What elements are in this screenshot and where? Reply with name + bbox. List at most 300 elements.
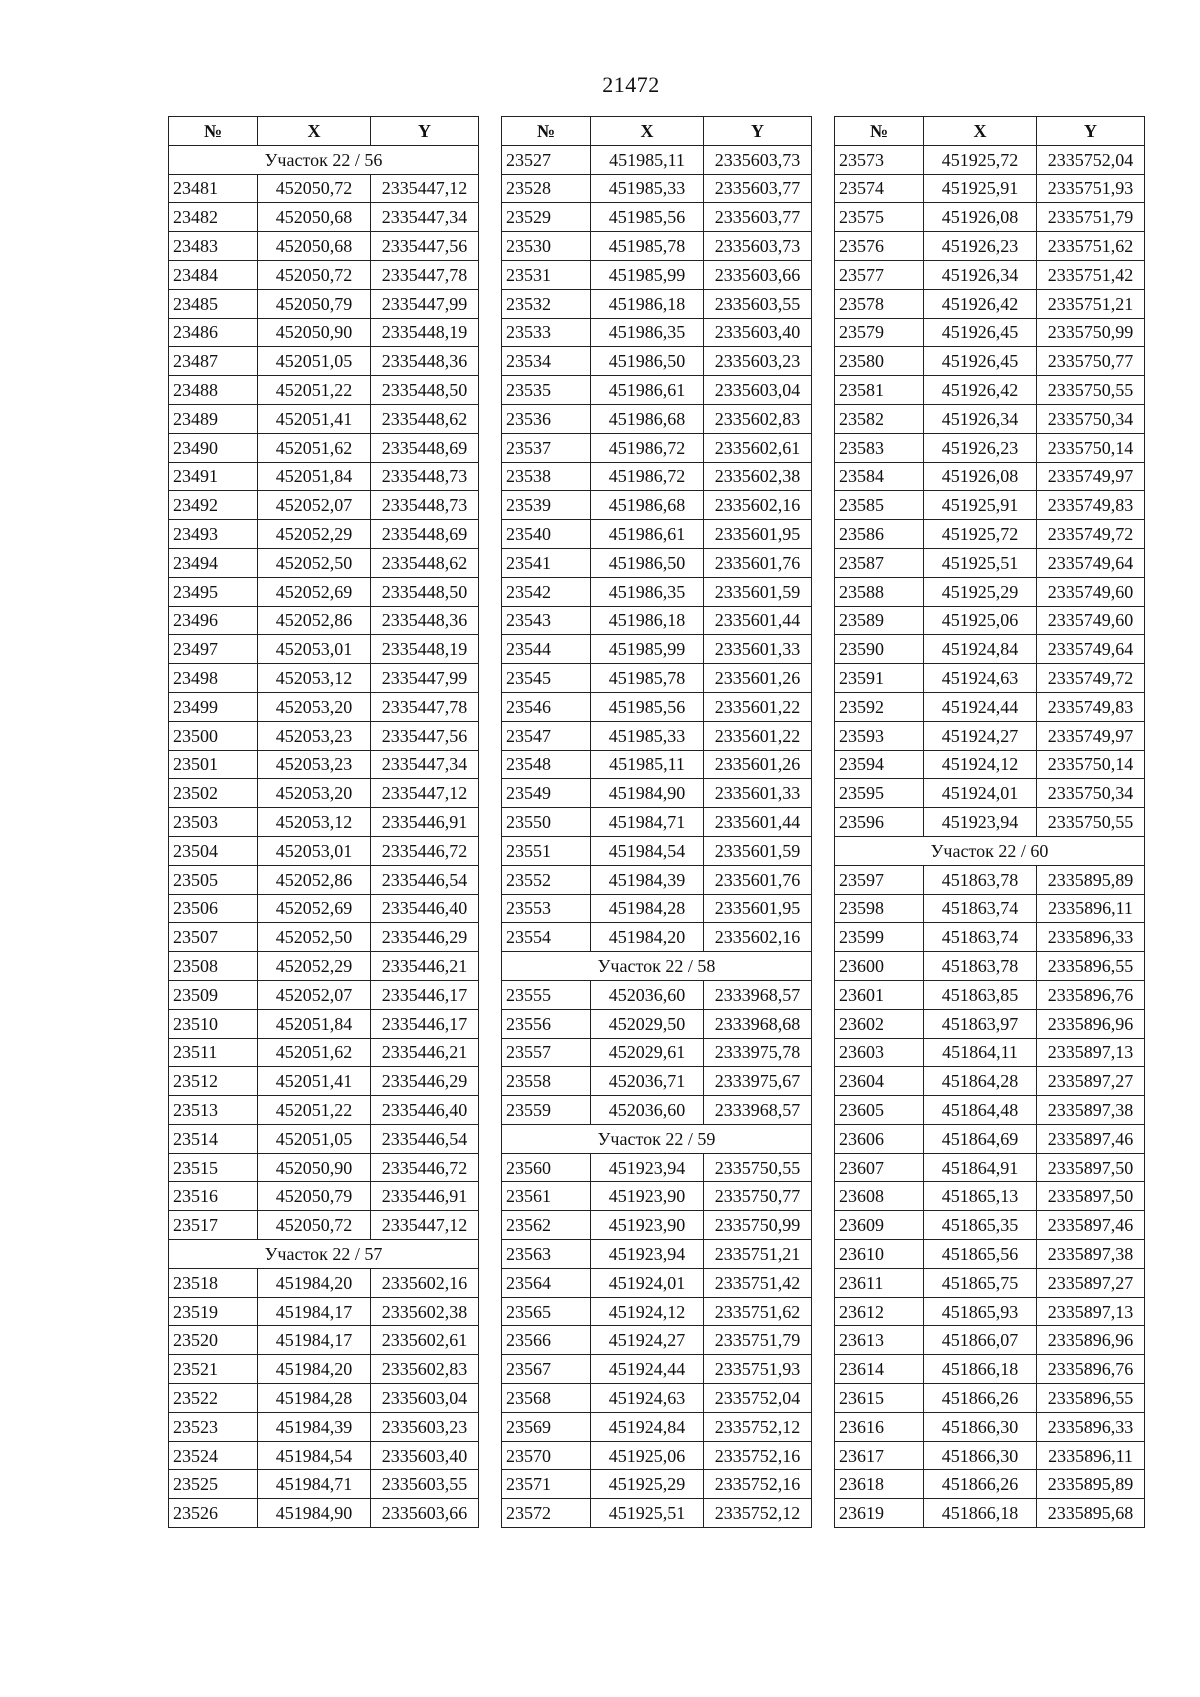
table-row (835, 1355, 1145, 1384)
table-row (169, 894, 479, 923)
table-row (169, 980, 479, 1009)
table-row (835, 779, 1145, 808)
point-number-cell: 23543 (502, 606, 591, 635)
point-number-cell: 23515 (169, 1153, 258, 1182)
table-row (502, 232, 812, 261)
point-number-cell: 23527 (502, 145, 591, 174)
point-number-cell: 23498 (169, 664, 258, 693)
point-number-cell: 23488 (169, 376, 258, 405)
point-number-cell: 23573 (835, 145, 924, 174)
table-row (169, 750, 479, 779)
point-number-cell: 23615 (835, 1384, 924, 1413)
table-row (169, 1009, 479, 1038)
header-row (169, 117, 479, 146)
table-row (835, 203, 1145, 232)
y-coordinate-cell: 2335750,77 (1037, 347, 1145, 376)
table-row (835, 347, 1145, 376)
x-coordinate-cell: 452036,60 (591, 1096, 704, 1125)
point-number-cell: 23541 (502, 548, 591, 577)
x-coordinate-cell: 451984,90 (591, 779, 704, 808)
point-number-cell: 23519 (169, 1297, 258, 1326)
y-coordinate-cell: 2335447,99 (371, 289, 479, 318)
table-row (169, 491, 479, 520)
y-coordinate-cell: 2335448,69 (371, 520, 479, 549)
x-coordinate-cell: 451865,13 (924, 1182, 1037, 1211)
table-row (502, 865, 812, 894)
x-coordinate-cell: 451925,06 (591, 1441, 704, 1470)
table-row (502, 1067, 812, 1096)
x-coordinate-cell: 451985,11 (591, 750, 704, 779)
table-row (835, 692, 1145, 721)
point-number-cell: 23533 (502, 318, 591, 347)
point-number-cell: 23500 (169, 721, 258, 750)
y-coordinate-cell: 2335602,16 (371, 1268, 479, 1297)
x-coordinate-cell: 451984,39 (258, 1412, 371, 1441)
table-row (502, 980, 812, 1009)
table-row (835, 1182, 1145, 1211)
point-number-cell: 23585 (835, 491, 924, 520)
point-number-cell: 23545 (502, 664, 591, 693)
table-row (169, 952, 479, 981)
x-coordinate-cell: 452051,62 (258, 1038, 371, 1067)
point-number-cell: 23487 (169, 347, 258, 376)
x-coordinate-cell: 452036,60 (591, 980, 704, 1009)
x-coordinate-cell: 452053,20 (258, 779, 371, 808)
table-row (835, 1441, 1145, 1470)
point-number-cell: 23512 (169, 1067, 258, 1096)
x-coordinate-cell: 451984,28 (591, 894, 704, 923)
coordinates-table-3 (834, 116, 1145, 1528)
x-coordinate-cell: 451986,61 (591, 520, 704, 549)
point-number-cell: 23492 (169, 491, 258, 520)
x-coordinate-cell: 451923,90 (591, 1211, 704, 1240)
y-coordinate-cell: 2335448,73 (371, 491, 479, 520)
table-row (835, 1211, 1145, 1240)
point-number-cell: 23504 (169, 836, 258, 865)
point-number-cell: 23557 (502, 1038, 591, 1067)
y-coordinate-cell: 2335447,99 (371, 664, 479, 693)
x-coordinate-cell: 451866,26 (924, 1384, 1037, 1413)
table-row (835, 462, 1145, 491)
table-row (835, 721, 1145, 750)
point-number-cell: 23595 (835, 779, 924, 808)
y-coordinate-cell: 2335896,55 (1037, 1384, 1145, 1413)
x-coordinate-cell: 452053,23 (258, 721, 371, 750)
y-coordinate-cell: 2335603,04 (371, 1384, 479, 1413)
point-number-cell: 23602 (835, 1009, 924, 1038)
point-number-cell: 23590 (835, 635, 924, 664)
x-coordinate-cell: 452053,12 (258, 664, 371, 693)
y-coordinate-cell: 2335749,64 (1037, 635, 1145, 664)
point-number-cell: 23560 (502, 1153, 591, 1182)
table-row (835, 1326, 1145, 1355)
table-row (169, 721, 479, 750)
y-coordinate-cell: 2335603,55 (704, 289, 812, 318)
x-coordinate-cell: 452053,01 (258, 635, 371, 664)
header-y: Y (704, 117, 812, 146)
table-row (169, 1326, 479, 1355)
table-row (502, 347, 812, 376)
y-coordinate-cell: 2335602,61 (371, 1326, 479, 1355)
y-coordinate-cell: 2335601,33 (704, 635, 812, 664)
x-coordinate-cell: 451984,20 (258, 1355, 371, 1384)
y-coordinate-cell: 2335446,29 (371, 1067, 479, 1096)
table-row (835, 635, 1145, 664)
point-number-cell: 23511 (169, 1038, 258, 1067)
point-number-cell: 23499 (169, 692, 258, 721)
y-coordinate-cell: 2335601,44 (704, 606, 812, 635)
y-coordinate-cell: 2335601,59 (704, 577, 812, 606)
x-coordinate-cell: 451985,78 (591, 232, 704, 261)
x-coordinate-cell: 451925,72 (924, 520, 1037, 549)
table-row (169, 462, 479, 491)
x-coordinate-cell: 451985,78 (591, 664, 704, 693)
table-row (502, 203, 812, 232)
table-row (169, 548, 479, 577)
point-number-cell: 23481 (169, 174, 258, 203)
point-number-cell: 23568 (502, 1384, 591, 1413)
table-row (835, 433, 1145, 462)
point-number-cell: 23484 (169, 260, 258, 289)
y-coordinate-cell: 2335752,04 (704, 1384, 812, 1413)
x-coordinate-cell: 451984,54 (258, 1441, 371, 1470)
header-y: Y (1037, 117, 1145, 146)
table-row (502, 721, 812, 750)
x-coordinate-cell: 452051,62 (258, 433, 371, 462)
table-row (169, 260, 479, 289)
point-number-cell: 23482 (169, 203, 258, 232)
point-number-cell: 23540 (502, 520, 591, 549)
point-number-cell: 23503 (169, 808, 258, 837)
point-number-cell: 23496 (169, 606, 258, 635)
x-coordinate-cell: 451863,85 (924, 980, 1037, 1009)
point-number-cell: 23518 (169, 1268, 258, 1297)
y-coordinate-cell: 2335603,77 (704, 203, 812, 232)
table-row (169, 347, 479, 376)
y-coordinate-cell: 2335602,16 (704, 923, 812, 952)
y-coordinate-cell: 2335446,40 (371, 894, 479, 923)
y-coordinate-cell: 2335446,29 (371, 923, 479, 952)
x-coordinate-cell: 451924,01 (924, 779, 1037, 808)
table-row (835, 1499, 1145, 1528)
x-coordinate-cell: 452053,01 (258, 836, 371, 865)
y-coordinate-cell: 2335896,33 (1037, 1412, 1145, 1441)
table-row (502, 1211, 812, 1240)
table-row (169, 1355, 479, 1384)
x-coordinate-cell: 452053,20 (258, 692, 371, 721)
point-number-cell: 23586 (835, 520, 924, 549)
point-number-cell: 23611 (835, 1268, 924, 1297)
x-coordinate-cell: 451984,71 (258, 1470, 371, 1499)
x-coordinate-cell: 451863,74 (924, 894, 1037, 923)
point-number-cell: 23588 (835, 577, 924, 606)
y-coordinate-cell: 2335603,40 (371, 1441, 479, 1470)
table-row (835, 664, 1145, 693)
table-row (169, 1441, 479, 1470)
table-row (169, 606, 479, 635)
table-row (835, 1240, 1145, 1269)
x-coordinate-cell: 452052,07 (258, 980, 371, 1009)
table-row (502, 145, 812, 174)
table-row (502, 289, 812, 318)
y-coordinate-cell: 2333968,57 (704, 1096, 812, 1125)
x-coordinate-cell: 451866,30 (924, 1412, 1037, 1441)
table-row (169, 1124, 479, 1153)
y-coordinate-cell: 2335446,17 (371, 1009, 479, 1038)
point-number-cell: 23561 (502, 1182, 591, 1211)
y-coordinate-cell: 2335750,55 (1037, 808, 1145, 837)
table-row (835, 606, 1145, 635)
table-row (502, 1441, 812, 1470)
y-coordinate-cell: 2335446,91 (371, 1182, 479, 1211)
coordinates-table-2 (501, 116, 812, 1528)
table-row (502, 548, 812, 577)
point-number-cell: 23546 (502, 692, 591, 721)
x-coordinate-cell: 451866,07 (924, 1326, 1037, 1355)
y-coordinate-cell: 2335446,40 (371, 1096, 479, 1125)
x-coordinate-cell: 452050,90 (258, 318, 371, 347)
table-row (169, 404, 479, 433)
x-coordinate-cell: 451986,68 (591, 404, 704, 433)
y-coordinate-cell: 2335601,76 (704, 865, 812, 894)
point-number-cell: 23574 (835, 174, 924, 203)
y-coordinate-cell: 2335448,73 (371, 462, 479, 491)
header-no: № (835, 117, 924, 146)
table-row (502, 174, 812, 203)
point-number-cell: 23581 (835, 376, 924, 405)
table-row (835, 232, 1145, 261)
x-coordinate-cell: 451925,91 (924, 491, 1037, 520)
point-number-cell: 23619 (835, 1499, 924, 1528)
point-number-cell: 23550 (502, 808, 591, 837)
y-coordinate-cell: 2335749,60 (1037, 606, 1145, 635)
x-coordinate-cell: 451924,12 (591, 1297, 704, 1326)
y-coordinate-cell: 2335896,96 (1037, 1009, 1145, 1038)
point-number-cell: 23598 (835, 894, 924, 923)
y-coordinate-cell: 2335602,83 (704, 404, 812, 433)
x-coordinate-cell: 451986,18 (591, 606, 704, 635)
x-coordinate-cell: 451866,18 (924, 1355, 1037, 1384)
point-number-cell: 23597 (835, 865, 924, 894)
table-row (169, 865, 479, 894)
y-coordinate-cell: 2335751,42 (1037, 260, 1145, 289)
y-coordinate-cell: 2335896,76 (1037, 980, 1145, 1009)
table-row (835, 577, 1145, 606)
section-row (502, 1124, 812, 1153)
point-number-cell: 23490 (169, 433, 258, 462)
point-number-cell: 23606 (835, 1124, 924, 1153)
point-number-cell: 23583 (835, 433, 924, 462)
y-coordinate-cell: 2335447,12 (371, 779, 479, 808)
point-number-cell: 23565 (502, 1297, 591, 1326)
table-row (169, 376, 479, 405)
x-coordinate-cell: 451926,42 (924, 289, 1037, 318)
x-coordinate-cell: 451864,28 (924, 1067, 1037, 1096)
y-coordinate-cell: 2335897,38 (1037, 1240, 1145, 1269)
x-coordinate-cell: 451865,93 (924, 1297, 1037, 1326)
table-row (835, 145, 1145, 174)
y-coordinate-cell: 2335447,12 (371, 174, 479, 203)
x-coordinate-cell: 451984,39 (591, 865, 704, 894)
point-number-cell: 23538 (502, 462, 591, 491)
x-coordinate-cell: 451863,74 (924, 923, 1037, 952)
x-coordinate-cell: 451986,68 (591, 491, 704, 520)
coordinates-table-1 (168, 116, 479, 1528)
y-coordinate-cell: 2335751,93 (704, 1355, 812, 1384)
section-row (169, 145, 479, 174)
x-coordinate-cell: 452050,79 (258, 1182, 371, 1211)
y-coordinate-cell: 2335601,95 (704, 520, 812, 549)
point-number-cell: 23497 (169, 635, 258, 664)
table-row (502, 1182, 812, 1211)
x-coordinate-cell: 451986,72 (591, 433, 704, 462)
header-x: X (591, 117, 704, 146)
point-number-cell: 23537 (502, 433, 591, 462)
point-number-cell: 23536 (502, 404, 591, 433)
y-coordinate-cell: 2335897,46 (1037, 1211, 1145, 1240)
y-coordinate-cell: 2335896,11 (1037, 1441, 1145, 1470)
x-coordinate-cell: 452052,69 (258, 894, 371, 923)
table-row (835, 1009, 1145, 1038)
y-coordinate-cell: 2335896,96 (1037, 1326, 1145, 1355)
point-number-cell: 23506 (169, 894, 258, 923)
y-coordinate-cell: 2335601,26 (704, 664, 812, 693)
table-row (835, 548, 1145, 577)
x-coordinate-cell: 451984,20 (258, 1268, 371, 1297)
y-coordinate-cell: 2335602,83 (371, 1355, 479, 1384)
table-row (502, 923, 812, 952)
x-coordinate-cell: 451865,75 (924, 1268, 1037, 1297)
y-coordinate-cell: 2335750,34 (1037, 404, 1145, 433)
y-coordinate-cell: 2335446,72 (371, 1153, 479, 1182)
point-number-cell: 23563 (502, 1240, 591, 1269)
point-number-cell: 23510 (169, 1009, 258, 1038)
table-row (502, 318, 812, 347)
x-coordinate-cell: 452051,05 (258, 347, 371, 376)
table-row (502, 1412, 812, 1441)
table-row (169, 1499, 479, 1528)
x-coordinate-cell: 452050,68 (258, 203, 371, 232)
y-coordinate-cell: 2335750,77 (704, 1182, 812, 1211)
point-number-cell: 23572 (502, 1499, 591, 1528)
table-row (835, 1470, 1145, 1499)
x-coordinate-cell: 452051,41 (258, 1067, 371, 1096)
point-number-cell: 23578 (835, 289, 924, 318)
x-coordinate-cell: 452051,41 (258, 404, 371, 433)
point-number-cell: 23522 (169, 1384, 258, 1413)
x-coordinate-cell: 451924,12 (924, 750, 1037, 779)
point-number-cell: 23531 (502, 260, 591, 289)
x-coordinate-cell: 452029,61 (591, 1038, 704, 1067)
x-coordinate-cell: 451986,50 (591, 347, 704, 376)
table-row (169, 433, 479, 462)
point-number-cell: 23564 (502, 1268, 591, 1297)
x-coordinate-cell: 451864,91 (924, 1153, 1037, 1182)
y-coordinate-cell: 2333968,68 (704, 1009, 812, 1038)
table-row (502, 692, 812, 721)
table-row (502, 491, 812, 520)
section-title: Участок 22 / 59 (502, 1124, 812, 1153)
table-row (169, 1096, 479, 1125)
x-coordinate-cell: 451925,51 (924, 548, 1037, 577)
point-number-cell: 23600 (835, 952, 924, 981)
table-row (835, 865, 1145, 894)
point-number-cell: 23592 (835, 692, 924, 721)
table-row (169, 664, 479, 693)
x-coordinate-cell: 451986,50 (591, 548, 704, 577)
table-row (169, 520, 479, 549)
x-coordinate-cell: 451924,01 (591, 1268, 704, 1297)
point-number-cell: 23603 (835, 1038, 924, 1067)
point-number-cell: 23571 (502, 1470, 591, 1499)
table-row (169, 1211, 479, 1240)
table-row (835, 923, 1145, 952)
point-number-cell: 23562 (502, 1211, 591, 1240)
y-coordinate-cell: 2335749,97 (1037, 721, 1145, 750)
x-coordinate-cell: 451985,33 (591, 174, 704, 203)
table-row (502, 462, 812, 491)
x-coordinate-cell: 451924,44 (591, 1355, 704, 1384)
y-coordinate-cell: 2335897,13 (1037, 1297, 1145, 1326)
x-coordinate-cell: 451986,18 (591, 289, 704, 318)
table-row (835, 260, 1145, 289)
table-row (835, 1067, 1145, 1096)
y-coordinate-cell: 2335897,13 (1037, 1038, 1145, 1067)
table-row (169, 1038, 479, 1067)
table-row (502, 1499, 812, 1528)
x-coordinate-cell: 451925,29 (591, 1470, 704, 1499)
y-coordinate-cell: 2333975,78 (704, 1038, 812, 1067)
y-coordinate-cell: 2335750,99 (704, 1211, 812, 1240)
table-row (835, 1412, 1145, 1441)
y-coordinate-cell: 2335601,22 (704, 721, 812, 750)
y-coordinate-cell: 2335751,21 (704, 1240, 812, 1269)
table-row (835, 1124, 1145, 1153)
point-number-cell: 23556 (502, 1009, 591, 1038)
point-number-cell: 23491 (169, 462, 258, 491)
x-coordinate-cell: 451864,69 (924, 1124, 1037, 1153)
point-number-cell: 23520 (169, 1326, 258, 1355)
table-row (502, 1009, 812, 1038)
table-row (502, 577, 812, 606)
table-row (169, 1153, 479, 1182)
y-coordinate-cell: 2333968,57 (704, 980, 812, 1009)
y-coordinate-cell: 2335447,78 (371, 692, 479, 721)
x-coordinate-cell: 451984,54 (591, 836, 704, 865)
point-number-cell: 23530 (502, 232, 591, 261)
x-coordinate-cell: 452050,72 (258, 1211, 371, 1240)
y-coordinate-cell: 2335749,72 (1037, 520, 1145, 549)
table-row (835, 808, 1145, 837)
table-row (835, 520, 1145, 549)
x-coordinate-cell: 451924,63 (591, 1384, 704, 1413)
point-number-cell: 23559 (502, 1096, 591, 1125)
y-coordinate-cell: 2335897,46 (1037, 1124, 1145, 1153)
y-coordinate-cell: 2335897,38 (1037, 1096, 1145, 1125)
table-row (502, 606, 812, 635)
x-coordinate-cell: 452050,79 (258, 289, 371, 318)
x-coordinate-cell: 451985,33 (591, 721, 704, 750)
table-row (502, 404, 812, 433)
x-coordinate-cell: 451986,35 (591, 577, 704, 606)
x-coordinate-cell: 452052,29 (258, 520, 371, 549)
y-coordinate-cell: 2335603,40 (704, 318, 812, 347)
y-coordinate-cell: 2335448,62 (371, 548, 479, 577)
table-row (835, 980, 1145, 1009)
point-number-cell: 23599 (835, 923, 924, 952)
point-number-cell: 23535 (502, 376, 591, 405)
x-coordinate-cell: 452051,84 (258, 462, 371, 491)
